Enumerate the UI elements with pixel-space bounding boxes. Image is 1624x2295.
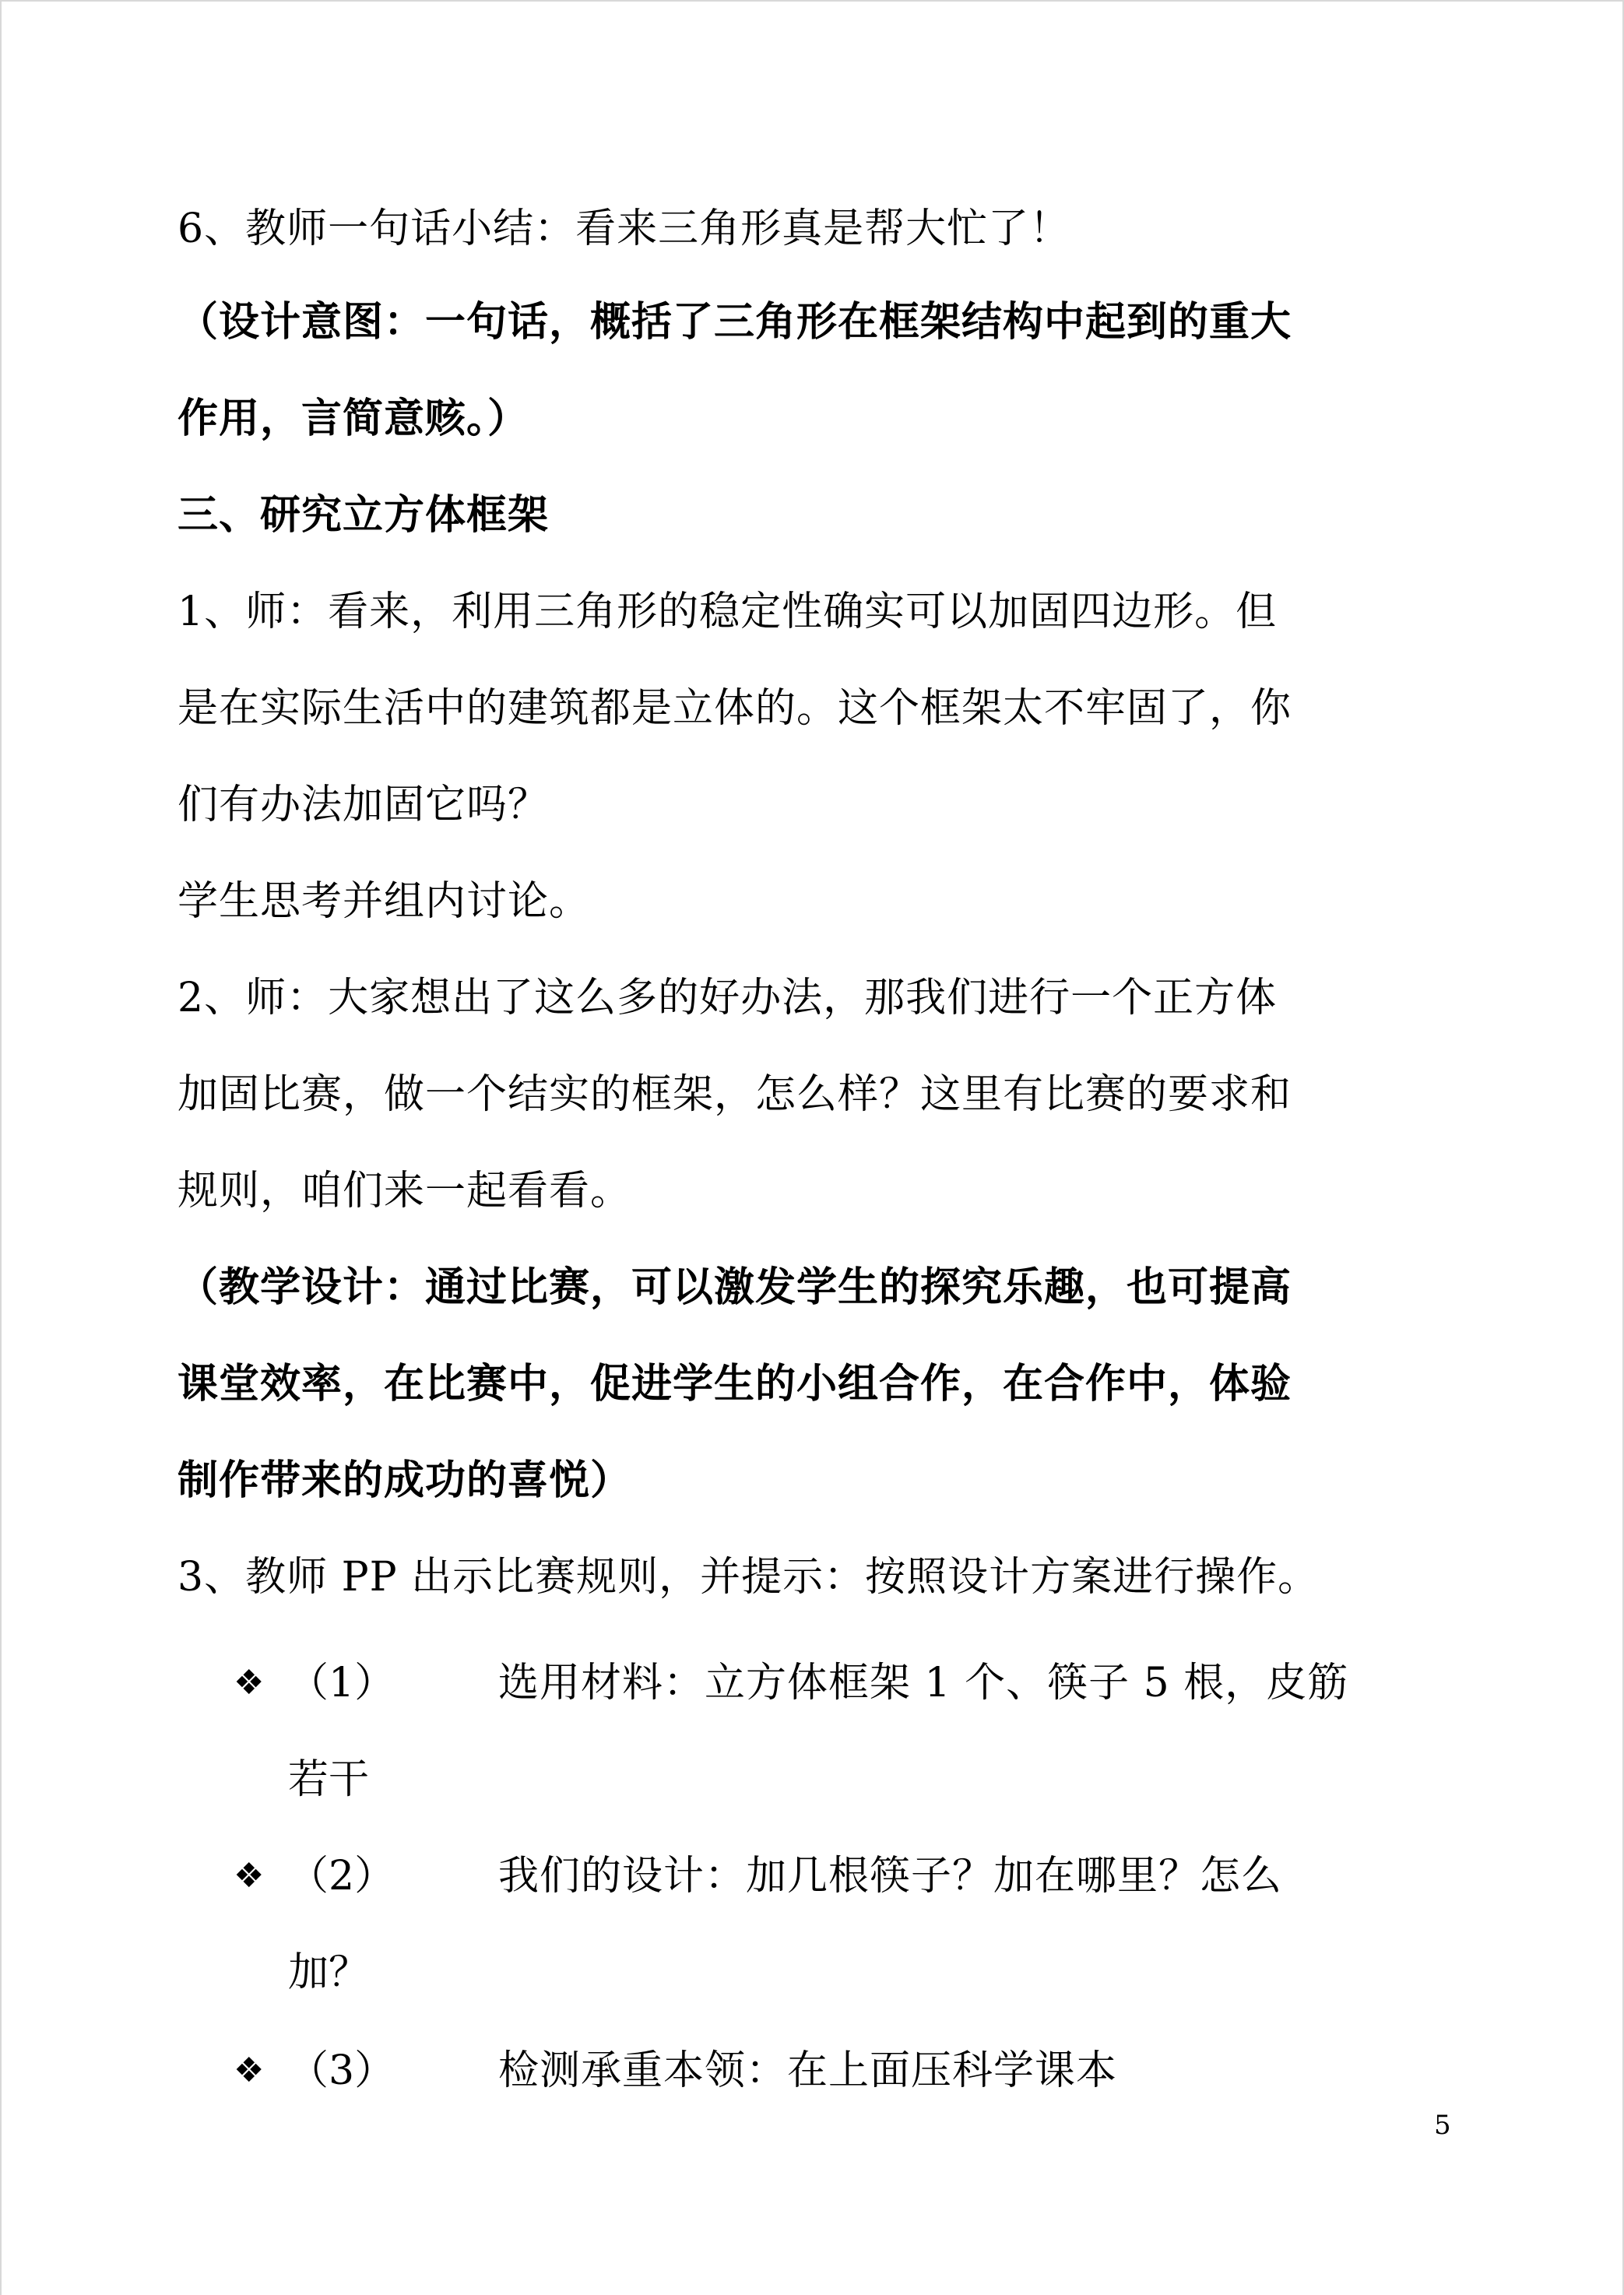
diamond-bullet-icon: ❖ [234,1856,265,1896]
rule-number: （2） [288,1853,395,1900]
design-intent-line-1: （设计意图：一句话，概括了三角形在框架结构中起到的重大 [178,299,1292,346]
teacher-rules-intro: 3、教师 PP 出示比赛规则，并提示：按照设计方案进行操作。 [178,1554,1320,1601]
page-number: 5 [1434,2110,1451,2141]
rule-text: 检测承重本领：在上面压科学课本 [498,2047,1118,2094]
rule-text: 我们的设计：加几根筷子？加在哪里？怎么 [498,1853,1283,1900]
rule-text: 选用材料：立方体框架 1 个、筷子 5 根，皮筋 [498,1660,1349,1706]
rule-text-continuation: 加？ [288,1949,370,1996]
teacher-remark-1-line-3: 们有办法加固它吗？ [178,782,550,828]
student-activity: 学生思考并组内讨论。 [178,878,591,925]
teaching-design-line-1: （教学设计：通过比赛，可以激发学生的探究乐趣，也可提高 [178,1264,1292,1311]
paragraph-summary: 6、教师一句话小结：看来三角形真是帮大忙了！ [178,206,1071,252]
diamond-bullet-icon: ❖ [234,1663,265,1703]
teacher-remark-2-line-3: 规则，咱们来一起看看。 [178,1168,632,1214]
teaching-design-line-3: 制作带来的成功的喜悦） [178,1457,632,1504]
rule-text-continuation: 若干 [288,1756,370,1803]
teaching-design-line-2: 课堂效率，在比赛中，促进学生的小组合作，在合作中，体验 [178,1361,1292,1408]
teacher-remark-1-line-1: 1、师：看来，利用三角形的稳定性确实可以加固四边形。但 [178,589,1278,635]
design-intent-line-2: 作用，言简意赅。） [178,395,529,442]
rule-number: （1） [288,1660,395,1706]
teacher-remark-1-line-2: 是在实际生活中的建筑都是立体的。这个框架太不牢固了，你 [178,685,1292,732]
rule-number: （3） [288,2047,395,2094]
diamond-bullet-icon: ❖ [234,2051,265,2090]
teacher-remark-2-line-2: 加固比赛，做一个结实的框架，怎么样？这里有比赛的要求和 [178,1071,1292,1118]
section-heading: 三、研究立方体框架 [178,492,550,539]
teacher-remark-2-line-1: 2、师：大家想出了这么多的好办法，那我们进行一个正方体 [178,975,1278,1021]
